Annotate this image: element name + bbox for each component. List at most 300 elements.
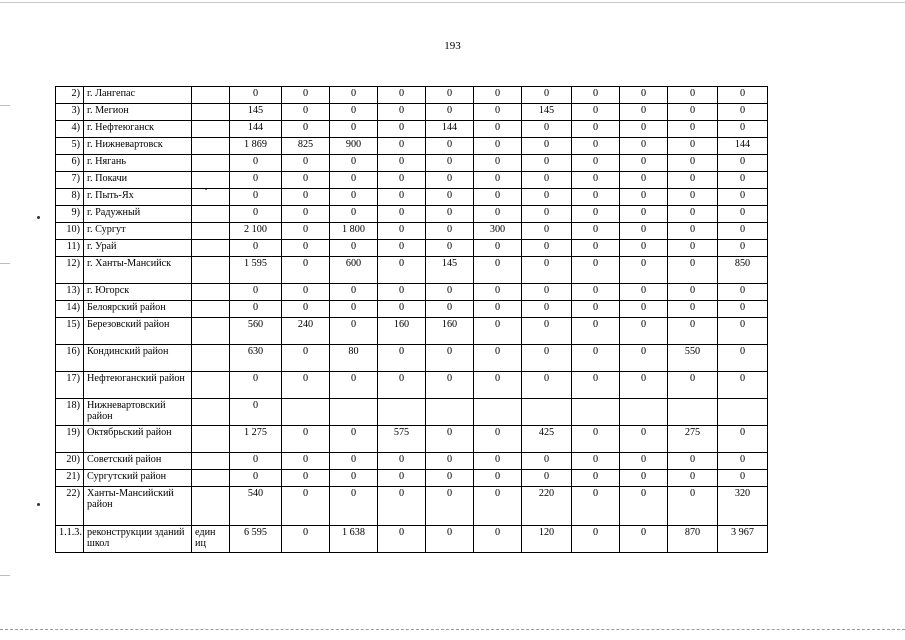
value-cell: 0 — [282, 155, 330, 172]
value-cell: 0 — [668, 487, 718, 526]
value-cell: 0 — [378, 206, 426, 223]
row-number: 5) — [56, 138, 84, 155]
value-cell: 0 — [522, 155, 572, 172]
value-cell: 0 — [522, 206, 572, 223]
value-cell: 0 — [572, 206, 620, 223]
value-cell: 0 — [668, 172, 718, 189]
value-cell: 0 — [282, 121, 330, 138]
value-cell: 0 — [572, 470, 620, 487]
value-cell: 0 — [330, 172, 378, 189]
value-cell: 0 — [620, 257, 668, 284]
value-cell: 0 — [426, 372, 474, 399]
row-name: Советский район — [84, 453, 192, 470]
value-cell: 145 — [230, 104, 282, 121]
row-number: 10) — [56, 223, 84, 240]
value-cell: 0 — [474, 172, 522, 189]
table-row — [56, 138, 768, 155]
value-cell: 0 — [230, 284, 282, 301]
row-number: 22) — [56, 487, 84, 526]
value-cell: 0 — [378, 470, 426, 487]
value-cell: 0 — [668, 87, 718, 104]
value-cell: 0 — [718, 426, 768, 453]
value-cell: 0 — [230, 399, 282, 426]
row-unit — [192, 345, 230, 372]
row-number: 18) — [56, 399, 84, 426]
value-cell: 0 — [620, 301, 668, 318]
value-cell: 0 — [330, 284, 378, 301]
value-cell: 0 — [718, 318, 768, 345]
table-row — [56, 172, 768, 189]
value-cell: 0 — [230, 172, 282, 189]
value-cell: 0 — [378, 284, 426, 301]
value-cell: 0 — [330, 240, 378, 257]
value-cell: 0 — [426, 87, 474, 104]
value-cell: 80 — [330, 345, 378, 372]
value-cell: 0 — [474, 121, 522, 138]
table-row — [56, 87, 768, 104]
value-cell: 850 — [718, 257, 768, 284]
row-number: 11) — [56, 240, 84, 257]
value-cell: 0 — [378, 453, 426, 470]
row-number: 19) — [56, 426, 84, 453]
value-cell: 320 — [718, 487, 768, 526]
value-cell: 0 — [282, 206, 330, 223]
value-cell: 0 — [620, 189, 668, 206]
row-name: г. Нягань — [84, 155, 192, 172]
value-cell: 0 — [282, 301, 330, 318]
value-cell: 0 — [282, 345, 330, 372]
value-cell: 0 — [282, 470, 330, 487]
value-cell: 0 — [378, 189, 426, 206]
value-cell: 0 — [330, 487, 378, 526]
value-cell: 0 — [330, 87, 378, 104]
row-number: 16) — [56, 345, 84, 372]
value-cell: 0 — [522, 257, 572, 284]
margin-mark — [0, 105, 10, 106]
value-cell: 0 — [572, 240, 620, 257]
value-cell: 630 — [230, 345, 282, 372]
top-scan-edge — [0, 2, 905, 3]
value-cell: 0 — [718, 240, 768, 257]
table-row — [56, 155, 768, 172]
value-cell: 0 — [230, 87, 282, 104]
table-row — [56, 189, 768, 206]
value-cell: 0 — [522, 453, 572, 470]
row-unit — [192, 257, 230, 284]
row-unit — [192, 223, 230, 240]
value-cell: 0 — [668, 189, 718, 206]
value-cell: 1 638 — [330, 526, 378, 553]
value-cell: 0 — [718, 172, 768, 189]
value-cell: 0 — [718, 345, 768, 372]
value-cell: 0 — [330, 453, 378, 470]
value-cell: 120 — [522, 526, 572, 553]
value-cell: 0 — [378, 257, 426, 284]
row-unit: един иц — [192, 526, 230, 553]
value-cell: 0 — [668, 155, 718, 172]
row-unit — [192, 240, 230, 257]
value-cell: 0 — [426, 223, 474, 240]
value-cell: 0 — [474, 155, 522, 172]
value-cell: 0 — [522, 470, 572, 487]
value-cell: 0 — [572, 155, 620, 172]
value-cell: 0 — [620, 206, 668, 223]
value-cell: 0 — [522, 138, 572, 155]
value-cell: 0 — [378, 372, 426, 399]
value-cell: 0 — [522, 223, 572, 240]
value-cell: 870 — [668, 526, 718, 553]
row-number: 17) — [56, 372, 84, 399]
table-row — [56, 399, 768, 426]
value-cell: 0 — [378, 526, 426, 553]
value-cell: 0 — [620, 223, 668, 240]
value-cell: 0 — [572, 172, 620, 189]
row-name: г. Сургут — [84, 223, 192, 240]
value-cell: 0 — [718, 206, 768, 223]
margin-mark — [0, 263, 10, 264]
value-cell: 0 — [330, 155, 378, 172]
value-cell: 0 — [572, 223, 620, 240]
row-number: 1.1.3. — [56, 526, 84, 553]
value-cell: 0 — [230, 206, 282, 223]
value-cell: 0 — [668, 301, 718, 318]
scan-dot — [37, 503, 40, 506]
value-cell: 0 — [378, 138, 426, 155]
row-number: 14) — [56, 301, 84, 318]
value-cell: 0 — [230, 301, 282, 318]
row-unit — [192, 318, 230, 345]
value-cell: 0 — [668, 121, 718, 138]
value-cell: 0 — [572, 372, 620, 399]
value-cell: 0 — [668, 223, 718, 240]
value-cell: 0 — [282, 104, 330, 121]
value-cell: 0 — [330, 372, 378, 399]
value-cell: 0 — [474, 470, 522, 487]
value-cell — [572, 399, 620, 426]
value-cell: 0 — [668, 372, 718, 399]
row-name: Ханты-Мансийский район — [84, 487, 192, 526]
value-cell: 0 — [620, 526, 668, 553]
value-cell: 1 595 — [230, 257, 282, 284]
value-cell: 0 — [474, 138, 522, 155]
value-cell: 240 — [282, 318, 330, 345]
value-cell: 0 — [522, 189, 572, 206]
row-unit — [192, 284, 230, 301]
row-name: г. Лангепас — [84, 87, 192, 104]
value-cell: 0 — [282, 426, 330, 453]
table-row — [56, 206, 768, 223]
value-cell: 0 — [668, 104, 718, 121]
value-cell: 0 — [668, 470, 718, 487]
value-cell: 425 — [522, 426, 572, 453]
value-cell: 0 — [572, 345, 620, 372]
value-cell: 0 — [572, 301, 620, 318]
row-unit — [192, 138, 230, 155]
value-cell: 0 — [474, 487, 522, 526]
row-unit — [192, 189, 230, 206]
value-cell: 0 — [668, 284, 718, 301]
value-cell: 0 — [620, 470, 668, 487]
value-cell: 1 800 — [330, 223, 378, 240]
value-cell: 0 — [474, 453, 522, 470]
value-cell: 0 — [426, 526, 474, 553]
row-unit — [192, 399, 230, 426]
value-cell: 0 — [522, 121, 572, 138]
row-name: г. Ханты-Мансийск — [84, 257, 192, 284]
row-name: Белоярский район — [84, 301, 192, 318]
value-cell: 0 — [718, 284, 768, 301]
row-number: 4) — [56, 121, 84, 138]
value-cell: 550 — [668, 345, 718, 372]
value-cell: 0 — [572, 104, 620, 121]
value-cell — [668, 399, 718, 426]
value-cell: 600 — [330, 257, 378, 284]
table-body — [56, 87, 768, 553]
row-name: Нефтеюганский район — [84, 372, 192, 399]
value-cell: 0 — [426, 426, 474, 453]
row-number: 13) — [56, 284, 84, 301]
row-name: Сургутский район — [84, 470, 192, 487]
value-cell: 0 — [230, 240, 282, 257]
row-name: Нижневартовский район — [84, 399, 192, 426]
row-name: Октябрьский район — [84, 426, 192, 453]
value-cell: 0 — [230, 372, 282, 399]
value-cell: 0 — [282, 526, 330, 553]
value-cell: 825 — [282, 138, 330, 155]
value-cell: 0 — [426, 487, 474, 526]
row-unit — [192, 206, 230, 223]
value-cell: 0 — [330, 318, 378, 345]
value-cell: 0 — [718, 453, 768, 470]
value-cell: 0 — [522, 240, 572, 257]
value-cell: 0 — [378, 301, 426, 318]
value-cell: 0 — [474, 301, 522, 318]
value-cell: 6 595 — [230, 526, 282, 553]
value-cell: 0 — [330, 301, 378, 318]
value-cell: 0 — [330, 189, 378, 206]
value-cell: 0 — [378, 155, 426, 172]
value-cell: 0 — [474, 426, 522, 453]
value-cell: 0 — [522, 318, 572, 345]
value-cell: 0 — [572, 257, 620, 284]
table-row — [56, 301, 768, 318]
row-number: 2) — [56, 87, 84, 104]
value-cell: 0 — [282, 257, 330, 284]
value-cell: 2 100 — [230, 223, 282, 240]
value-cell: 0 — [474, 257, 522, 284]
table-row — [56, 470, 768, 487]
value-cell: 0 — [230, 155, 282, 172]
page-number: 193 — [444, 40, 461, 52]
row-unit — [192, 104, 230, 121]
value-cell: 0 — [378, 223, 426, 240]
value-cell: 0 — [282, 453, 330, 470]
value-cell: 160 — [426, 318, 474, 345]
value-cell: 0 — [718, 189, 768, 206]
value-cell: 0 — [668, 453, 718, 470]
row-name: реконструкции зданий школ — [84, 526, 192, 553]
value-cell: 0 — [522, 284, 572, 301]
value-cell: 0 — [718, 104, 768, 121]
row-name: г. Мегион — [84, 104, 192, 121]
value-cell: 0 — [718, 470, 768, 487]
value-cell: 0 — [474, 372, 522, 399]
scan-dot — [37, 216, 40, 219]
value-cell: 0 — [282, 172, 330, 189]
value-cell: 144 — [230, 121, 282, 138]
value-cell: 0 — [426, 284, 474, 301]
value-cell: 0 — [230, 453, 282, 470]
value-cell: 275 — [668, 426, 718, 453]
table-row — [56, 526, 768, 553]
value-cell: 0 — [426, 189, 474, 206]
value-cell — [282, 399, 330, 426]
value-cell: 0 — [378, 87, 426, 104]
value-cell: 0 — [426, 206, 474, 223]
value-cell: 0 — [474, 104, 522, 121]
value-cell: 160 — [378, 318, 426, 345]
row-unit — [192, 470, 230, 487]
value-cell: 0 — [668, 318, 718, 345]
value-cell: 0 — [474, 526, 522, 553]
value-cell: 0 — [378, 487, 426, 526]
value-cell: 0 — [426, 301, 474, 318]
row-name: г. Радужный — [84, 206, 192, 223]
row-unit — [192, 372, 230, 399]
value-cell: 0 — [474, 206, 522, 223]
row-unit — [192, 426, 230, 453]
value-cell: 0 — [522, 301, 572, 318]
value-cell — [330, 399, 378, 426]
value-cell: 0 — [572, 189, 620, 206]
value-cell: 0 — [522, 172, 572, 189]
table-row — [56, 223, 768, 240]
row-name: г. Нижневартовск — [84, 138, 192, 155]
value-cell: 0 — [474, 189, 522, 206]
value-cell: 0 — [620, 104, 668, 121]
value-cell: 0 — [620, 487, 668, 526]
table-row — [56, 487, 768, 526]
value-cell: 1 869 — [230, 138, 282, 155]
row-number: 7) — [56, 172, 84, 189]
value-cell: 0 — [330, 470, 378, 487]
value-cell: 0 — [572, 453, 620, 470]
value-cell — [426, 399, 474, 426]
value-cell: 0 — [378, 104, 426, 121]
value-cell: 0 — [620, 372, 668, 399]
value-cell: 0 — [718, 155, 768, 172]
value-cell: 0 — [282, 284, 330, 301]
table-row — [56, 426, 768, 453]
value-cell: 0 — [718, 301, 768, 318]
value-cell: 145 — [426, 257, 474, 284]
value-cell: 1 275 — [230, 426, 282, 453]
value-cell: 0 — [572, 284, 620, 301]
value-cell: 0 — [620, 172, 668, 189]
row-unit — [192, 155, 230, 172]
value-cell: 900 — [330, 138, 378, 155]
value-cell: 0 — [474, 284, 522, 301]
table-row — [56, 257, 768, 284]
row-number: 21) — [56, 470, 84, 487]
value-cell: 0 — [426, 240, 474, 257]
value-cell: 0 — [282, 240, 330, 257]
value-cell: 0 — [282, 223, 330, 240]
data-table — [55, 86, 768, 553]
value-cell: 0 — [426, 138, 474, 155]
row-name: г. Пыть-Ях — [84, 189, 192, 206]
row-number: 20) — [56, 453, 84, 470]
row-number: 12) — [56, 257, 84, 284]
value-cell: 0 — [718, 372, 768, 399]
value-cell: 0 — [282, 87, 330, 104]
row-name: г. Урай — [84, 240, 192, 257]
value-cell: 220 — [522, 487, 572, 526]
value-cell: 0 — [378, 172, 426, 189]
value-cell: 0 — [668, 138, 718, 155]
value-cell: 0 — [572, 138, 620, 155]
table-row — [56, 372, 768, 399]
table-row — [56, 121, 768, 138]
value-cell: 0 — [230, 189, 282, 206]
value-cell: 145 — [522, 104, 572, 121]
row-unit — [192, 487, 230, 526]
value-cell: 0 — [572, 121, 620, 138]
row-unit — [192, 87, 230, 104]
value-cell: 0 — [378, 240, 426, 257]
value-cell: 0 — [620, 318, 668, 345]
value-cell: 0 — [718, 223, 768, 240]
value-cell: 0 — [718, 87, 768, 104]
row-name: г. Нефтеюганск — [84, 121, 192, 138]
value-cell — [522, 399, 572, 426]
value-cell: 0 — [620, 87, 668, 104]
value-cell: 0 — [572, 318, 620, 345]
value-cell: 0 — [620, 426, 668, 453]
value-cell: 0 — [620, 121, 668, 138]
value-cell: 0 — [426, 470, 474, 487]
value-cell: 0 — [474, 240, 522, 257]
value-cell: 575 — [378, 426, 426, 453]
value-cell: 0 — [668, 257, 718, 284]
row-unit — [192, 453, 230, 470]
value-cell: 0 — [282, 189, 330, 206]
value-cell: 0 — [426, 155, 474, 172]
value-cell: 0 — [572, 87, 620, 104]
value-cell: 0 — [330, 206, 378, 223]
row-unit — [192, 172, 230, 189]
value-cell: 0 — [378, 345, 426, 372]
value-cell: 0 — [718, 121, 768, 138]
value-cell: 0 — [282, 487, 330, 526]
value-cell: 144 — [718, 138, 768, 155]
row-name: Березовский район — [84, 318, 192, 345]
row-number: 3) — [56, 104, 84, 121]
value-cell: 0 — [522, 345, 572, 372]
value-cell — [620, 399, 668, 426]
value-cell: 0 — [668, 206, 718, 223]
value-cell: 3 967 — [718, 526, 768, 553]
row-name: г. Покачи — [84, 172, 192, 189]
value-cell: 0 — [426, 172, 474, 189]
value-cell — [474, 399, 522, 426]
value-cell: 0 — [522, 87, 572, 104]
value-cell: 0 — [330, 104, 378, 121]
value-cell: 0 — [378, 121, 426, 138]
value-cell: 0 — [620, 138, 668, 155]
bottom-scan-edge — [0, 629, 905, 630]
value-cell: 144 — [426, 121, 474, 138]
